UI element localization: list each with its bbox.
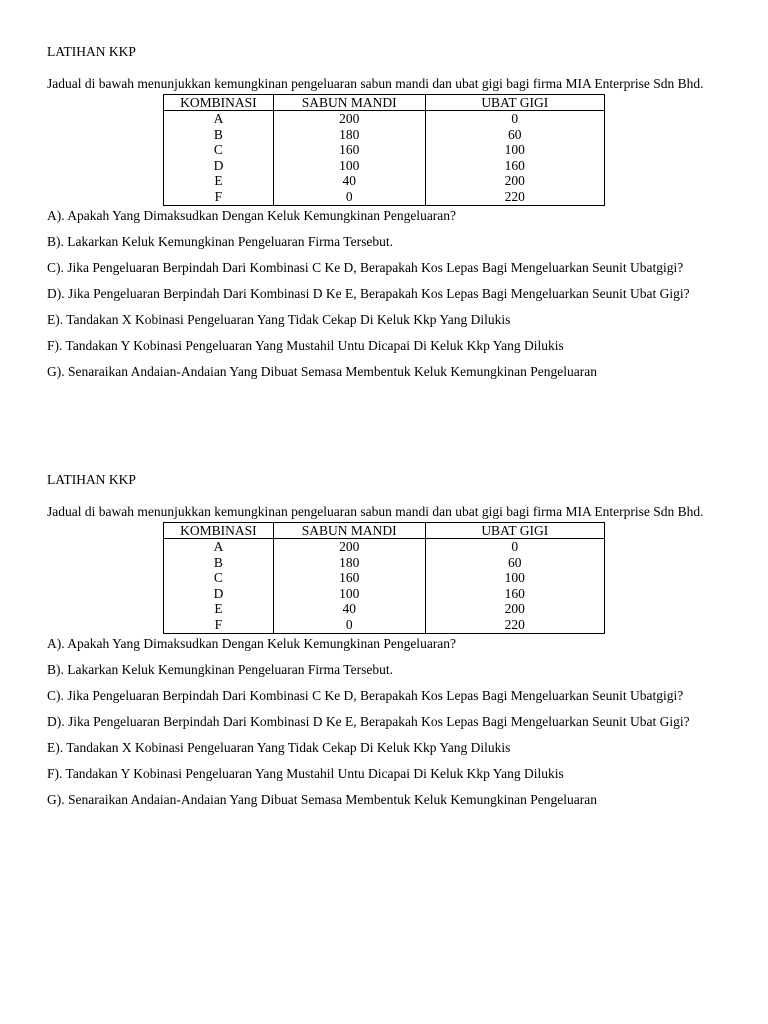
cell-kombinasi: A (164, 539, 274, 555)
table-row (164, 173, 605, 189)
cell-sabun-mandi: 160 (273, 142, 425, 158)
question-g: G). Senaraikan Andaian-Andaian Yang Dibuat Semasa Membentuk Keluk Kemungkinan Pengeluaran (47, 363, 597, 379)
question-c: C). Jika Pengeluaran Berpindah Dari Kombinasi C Ke D, Berapakah Kos Lepas Bagi Mengeluarkan Seunit Ubatgigi? (47, 687, 684, 703)
cell-kombinasi: B (164, 555, 274, 571)
cell-sabun-mandi: 180 (273, 127, 425, 143)
table-header-row (164, 523, 605, 539)
header-kombinasi: KOMBINASI (164, 523, 274, 539)
question-d: D). Jika Pengeluaran Berpindah Dari Kombinasi D Ke E, Berapakah Kos Lepas Bagi Mengeluarkan Seunit Ubat Gigi? (47, 713, 690, 729)
cell-kombinasi: F (164, 189, 274, 205)
cell-ubat-gigi: 220 (425, 189, 605, 205)
production-table (163, 522, 605, 634)
question-e: E). Tandakan X Kobinasi Pengeluaran Yang Tidak Cekap Di Keluk Kkp Yang Dilukis (47, 739, 511, 755)
header-kombinasi: KOMBINASI (164, 95, 274, 111)
table-row (164, 158, 605, 174)
cell-sabun-mandi: 160 (273, 570, 425, 586)
section-intro: Jadual di bawah menunjukkan kemungkinan pengeluaran sabun mandi dan ubat gigi bagi firma MIA Enterprise Sdn Bhd. (47, 76, 704, 91)
table-row (164, 555, 605, 571)
question-list (47, 635, 727, 808)
header-ubat-gigi: UBAT GIGI (425, 95, 605, 111)
cell-sabun-mandi: 0 (273, 617, 425, 633)
question-g: G). Senaraikan Andaian-Andaian Yang Dibuat Semasa Membentuk Keluk Kemungkinan Pengeluaran (47, 791, 597, 807)
question-a: A). Apakah Yang Dimaksudkan Dengan Keluk Kemungkinan Pengeluaran? (47, 635, 457, 651)
question-a: A). Apakah Yang Dimaksudkan Dengan Keluk Kemungkinan Pengeluaran? (47, 207, 457, 223)
cell-kombinasi: E (164, 601, 274, 617)
cell-kombinasi: A (164, 111, 274, 127)
cell-kombinasi: D (164, 158, 274, 174)
header-sabun-mandi: SABUN MANDI (273, 95, 425, 111)
question-f: F). Tandakan Y Kobinasi Pengeluaran Yang Mustahil Untu Dicapai Di Keluk Kkp Yang Dilukis (47, 337, 564, 353)
cell-ubat-gigi: 0 (425, 111, 605, 127)
cell-ubat-gigi: 220 (425, 617, 605, 633)
cell-sabun-mandi: 100 (273, 586, 425, 602)
cell-ubat-gigi: 160 (425, 158, 605, 174)
table-row (164, 127, 605, 143)
cell-kombinasi: E (164, 173, 274, 189)
production-table (163, 94, 605, 206)
exercise-section-1 (47, 44, 727, 380)
question-b: B). Lakarkan Keluk Kemungkinan Pengeluaran Firma Tersebut. (47, 233, 393, 249)
question-d: D). Jika Pengeluaran Berpindah Dari Kombinasi D Ke E, Berapakah Kos Lepas Bagi Mengeluarkan Seunit Ubat Gigi? (47, 285, 690, 301)
header-sabun-mandi: SABUN MANDI (273, 523, 425, 539)
cell-kombinasi: F (164, 617, 274, 633)
question-f: F). Tandakan Y Kobinasi Pengeluaran Yang Mustahil Untu Dicapai Di Keluk Kkp Yang Dilukis (47, 765, 564, 781)
question-list (47, 207, 727, 380)
cell-sabun-mandi: 40 (273, 173, 425, 189)
question-b: B). Lakarkan Keluk Kemungkinan Pengeluaran Firma Tersebut. (47, 661, 393, 677)
cell-kombinasi: D (164, 586, 274, 602)
cell-ubat-gigi: 100 (425, 142, 605, 158)
section-intro: Jadual di bawah menunjukkan kemungkinan pengeluaran sabun mandi dan ubat gigi bagi firma MIA Enterprise Sdn Bhd. (47, 504, 704, 519)
cell-ubat-gigi: 60 (425, 127, 605, 143)
cell-sabun-mandi: 200 (273, 111, 425, 127)
table-row (164, 189, 605, 205)
table-row (164, 111, 605, 127)
header-ubat-gigi: UBAT GIGI (425, 523, 605, 539)
cell-ubat-gigi: 200 (425, 173, 605, 189)
cell-ubat-gigi: 100 (425, 570, 605, 586)
section-title: LATIHAN KKP (47, 44, 136, 59)
cell-sabun-mandi: 100 (273, 158, 425, 174)
cell-sabun-mandi: 200 (273, 539, 425, 555)
section-title: LATIHAN KKP (47, 472, 136, 487)
exercise-section-2 (47, 472, 727, 808)
cell-kombinasi: C (164, 570, 274, 586)
table-row (164, 586, 605, 602)
cell-sabun-mandi: 0 (273, 189, 425, 205)
cell-sabun-mandi: 40 (273, 601, 425, 617)
cell-ubat-gigi: 200 (425, 601, 605, 617)
cell-ubat-gigi: 0 (425, 539, 605, 555)
table-row (164, 617, 605, 633)
cell-sabun-mandi: 180 (273, 555, 425, 571)
cell-kombinasi: B (164, 127, 274, 143)
question-e: E). Tandakan X Kobinasi Pengeluaran Yang Tidak Cekap Di Keluk Kkp Yang Dilukis (47, 311, 511, 327)
cell-ubat-gigi: 60 (425, 555, 605, 571)
question-c: C). Jika Pengeluaran Berpindah Dari Kombinasi C Ke D, Berapakah Kos Lepas Bagi Mengeluarkan Seunit Ubatgigi? (47, 259, 684, 275)
table-row (164, 142, 605, 158)
table-header-row (164, 95, 605, 111)
table-row (164, 570, 605, 586)
table-row (164, 539, 605, 555)
cell-kombinasi: C (164, 142, 274, 158)
table-row (164, 601, 605, 617)
cell-ubat-gigi: 160 (425, 586, 605, 602)
